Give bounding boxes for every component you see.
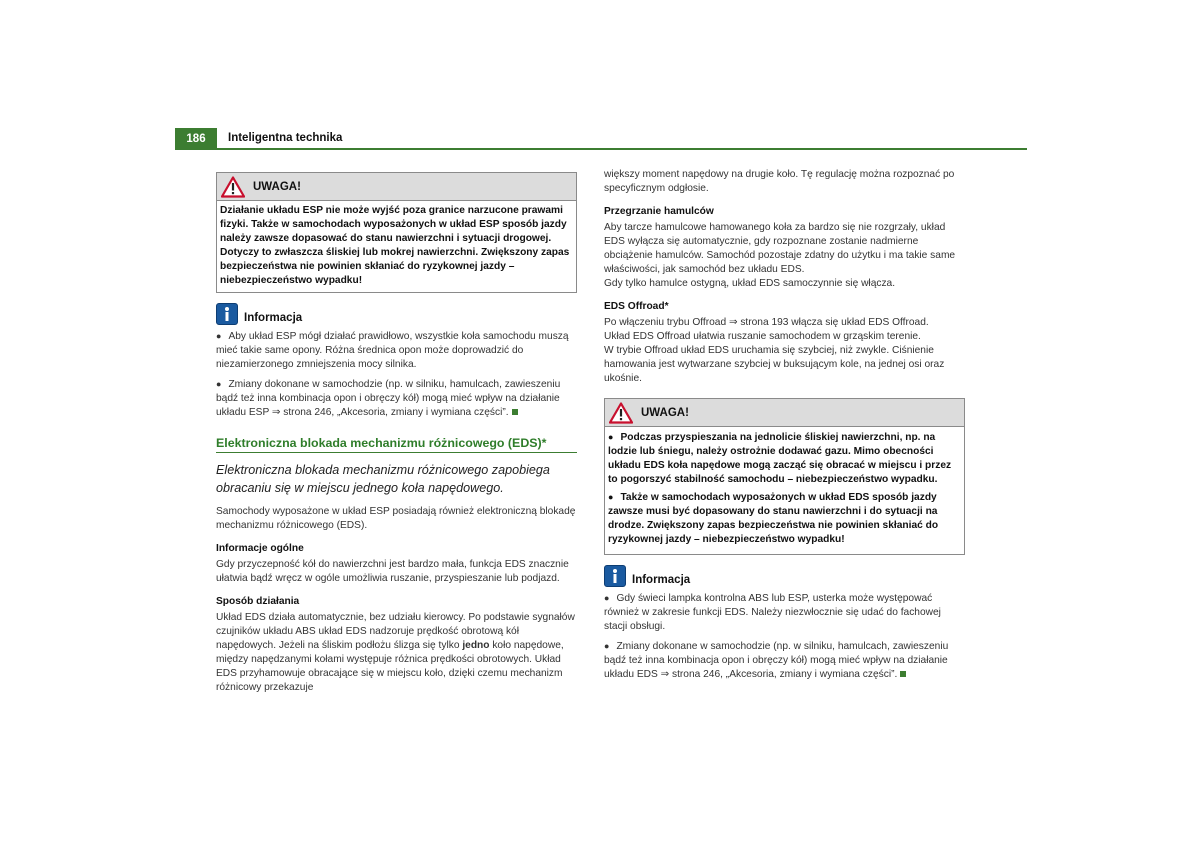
bullet-icon: ● — [604, 593, 610, 603]
info-icon — [216, 303, 238, 325]
left-column — [216, 172, 577, 695]
bullet-icon: ● — [216, 379, 222, 389]
info-item-text: Gdy świeci lampka kontrolna ABS lub ESP, usterka może występować również w zakresie funkcji EDS. Należy niezwłocznie się udać do fachowej stacji obsługi. — [604, 593, 941, 632]
section-title: Elektroniczna blokada mechanizmu różnicowego (EDS)* — [216, 436, 577, 453]
offroad-text-1: Po włączeniu trybu Offroad ⇒ strona 193 włącza się układ EDS Offroad. — [604, 317, 929, 328]
info-item-text: Zmiany dokonane w samochodzie (np. w silniku, hamulcach, zawieszeniu bądź też inna kombinacja opon i obręczy kół) mogą mieć wpływ na działanie układu ESP ⇒ strona 246, „Akcesoria, zmiany i wymiana części”. — [216, 379, 561, 418]
chapter-title: Inteligentna technika — [228, 132, 343, 144]
bullet-icon: ● — [216, 331, 222, 341]
general-title: Informacje ogólne — [216, 543, 304, 554]
general-text: Gdy przyczepność kół do nawierzchni jest bardzo mała, funkcja EDS znacznie ułatwia bądź wręcz w ogóle umożliwia ruszanie, przyspieszanie lub podjazd. — [216, 559, 569, 584]
bullet-icon: ● — [604, 641, 610, 651]
operation-text-b: koło napędowe, między napędzanymi kołami występuje różnica prędkości obrotowych. Układ EDS przyhamowuje obracające się w miejscu koło, dzięki czemu mechanizm różnicowy przekazuje — [216, 640, 564, 693]
warning-body — [605, 427, 964, 554]
warning-header — [605, 399, 964, 427]
warning-box-esp — [216, 172, 577, 293]
info-icon — [604, 565, 626, 587]
info-item-text: Zmiany dokonane w samochodzie (np. w silniku, hamulcach, zawieszeniu bądź też inna kombinacja opon i obręczy kół) mogą mieć wpływ na działanie układu EDS ⇒ strona 246, „Akcesoria, zmiany i wymiana części”. — [604, 641, 949, 680]
offroad-text-3: W trybie Offroad układ EDS uruchamia się szybciej, niż zwykle. Ciśnienie hamowania jest wytwarzane szybciej w buksującym kole, na jednej osi oraz ukośnie. — [604, 345, 945, 384]
warning-title: UWAGA! — [253, 180, 301, 193]
offroad-text-2: Układ EDS Offroad ułatwia ruszanie samochodem w grząskim terenie. — [604, 331, 921, 342]
page-number: 186 — [175, 128, 217, 150]
offroad-title: EDS Offroad* — [604, 301, 669, 312]
info-item — [216, 377, 577, 420]
info-title: Informacja — [244, 312, 303, 324]
overheat-text: Aby tarcze hamulcowe hamowanego koła za bardzo się nie rozgrzały, układ EDS wyłącza się automatycznie, gdy rozpoznane zostanie nadmierne obciążenie hamulców. Samochód pozostaje zdatny do użytku i ma takie same właściwości, jak samochód bez układu EDS. — [604, 222, 956, 275]
warning-triangle-icon — [221, 176, 245, 198]
warning-box-eds — [604, 398, 965, 555]
warning-title: UWAGA! — [641, 406, 689, 419]
header-rule — [217, 148, 1027, 150]
bullet-icon: ● — [608, 492, 614, 502]
warning-text: Działanie układu ESP nie może wyjść poza granice narzucone prawami fizyki. Także w samochodach wyposażonych w układ ESP sposób jazdy należy zawsze dopasować do stanu nawierzchni i sytuacji drogowej. Dotyczy to zwłaszcza śliskiej lub mokrej nawierzchni. Zwiększony zapas bezpieczeństwa nie powinien skłaniać do ryzykownej jazdy – niebezpieczeństwo wypadku! — [220, 205, 570, 286]
continuation-text: większy moment napędowy na drugie koło. Tę regulację można rozpoznać po specyficznym odgłosie. — [604, 169, 955, 194]
overheat-title: Przegrzanie hamulców — [604, 206, 714, 217]
info-header — [216, 303, 577, 325]
info-header — [604, 565, 965, 587]
overheat-text-2: Gdy tylko hamulce ostygną, układ EDS samoczynnie się włącza. — [604, 278, 896, 289]
right-column — [604, 168, 965, 687]
lead-text: Elektroniczna blokada mechanizmu różnicowego zapobiega obracaniu się w miejscu jednego koła napędowego. — [216, 463, 550, 495]
bullet-icon: ● — [608, 432, 614, 442]
end-square-icon — [900, 671, 906, 677]
operation-text-bold: jedno — [462, 640, 490, 651]
info-item-text: Aby układ ESP mógł działać prawidłowo, wszystkie koła samochodu muszą mieć takie same opony. Różna średnica opon może doprowadzić do niezamierzonego zmniejszenia mocy silnika. — [216, 331, 569, 370]
info-item — [604, 591, 965, 634]
warning-triangle-icon — [609, 402, 633, 424]
warning-header — [217, 173, 576, 201]
intro-text: Samochody wyposażone w układ ESP posiadają również elektroniczną blokadę mechanizmu różnicowego (EDS). — [216, 506, 576, 531]
end-square-icon — [512, 409, 518, 415]
warning-item — [608, 430, 961, 487]
warning-item — [608, 490, 961, 547]
info-title: Informacja — [632, 574, 691, 586]
warning-item-text: Także w samochodach wyposażonych w układ EDS sposób jazdy zawsze musi być dopasowany do stanu nawierzchni i do sytuacji na drodze. Zwiększony zapas bezpieczeństwa nie powinien skłaniać do ryzykownej jazdy – niebezpieczeństwo wypadku! — [608, 492, 939, 545]
operation-text-a: Układ EDS działa automatycznie, bez udziału kierowcy. Po podstawie sygnałów czujników układu ABS układ EDS nadzoruje prędkość obrotową kół napędowych. Jeżeli na śliskim podłożu ślizga się tylko — [216, 612, 575, 651]
warning-item-text: Podczas przyspieszania na jednolicie śliskiej nawierzchni, np. na lodzie lub śniegu, należy ostrożnie dodawać gazu. Mimo obecności układu EDS koła napędowe mogą zacząć się obracać w miejscu i przez to pogorszyć stabilność samochodu – niebezpieczeństwo wypadku. — [608, 432, 952, 485]
operation-title: Sposób działania — [216, 596, 300, 607]
operation-text — [216, 611, 577, 695]
info-item — [604, 639, 965, 682]
info-item — [216, 329, 577, 372]
